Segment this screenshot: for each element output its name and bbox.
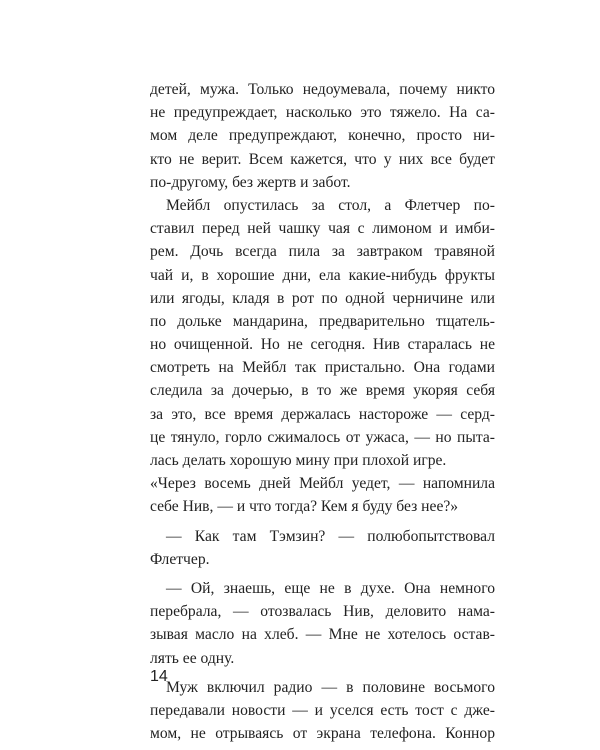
text-line: Муж включил радио — в половине восьмого	[166, 678, 495, 696]
page-number: 14	[150, 668, 168, 685]
text-line: Флетчер.	[150, 550, 210, 568]
text-line: ставил перед ней чашку чая с лимоном и имби-	[150, 220, 495, 238]
text-line: Мейбл опустилась за стол, а Флетчер по-	[166, 196, 495, 214]
text-line: лась делать хорошую мину при плохой игре.	[150, 452, 447, 469]
text-line: за это, все время держалась настороже — серд-	[150, 405, 495, 423]
text-line: или ягоды, кладя в рот по одной черничине или	[150, 289, 495, 307]
text-line: мом деле предупреждают, конечно, просто ни-	[150, 127, 495, 145]
text-line: це тянуло, горло сжималось от ужаса, — но пыта-	[150, 428, 495, 446]
text-line: по дольке мандарина, предварительно тщатель-	[150, 312, 495, 330]
text-line: следила за дочерью, в то же время укоряя себя	[150, 382, 495, 400]
text-line: зывая масло на хлеб. — Мне не хотелось остав-	[150, 626, 495, 644]
text-line: перебрала, — отозвалась Нив, деловито нама-	[150, 603, 495, 621]
text-line: но очищенной. Но не сегодня. Нив старалась не	[150, 336, 495, 354]
text-line: передавали новости — и уселся есть тост с дже-	[150, 701, 495, 719]
text-line: себе Нив, — и что тогда? Кем я буду без нее?»	[150, 498, 459, 516]
text-line: рем. Дочь всегда пила за завтраком травяной	[150, 243, 495, 261]
text-line: смотреть на Мейбл так пристально. Она годами	[150, 359, 495, 377]
text-line: мом, не отрываясь от экрана телефона. Коннор	[150, 725, 495, 743]
text-line: — Как там Тэмзин? — полюбопытствовал	[166, 527, 495, 545]
text-line: кто не верит. Всем кажется, что у них все будет	[150, 150, 495, 168]
text-line: — Ой, знаешь, еще не в духе. Она немного	[166, 579, 495, 597]
text-line: «Через восемь дней Мейбл уедет, — напомнила	[150, 475, 495, 493]
text-line: чай и, в хорошие дни, ела какие-нибудь фрукты	[150, 266, 495, 284]
body-text	[150, 78, 495, 745]
text-line: по-другому, без жертв и забот.	[150, 173, 351, 191]
text-line: детей, мужа. Только недоумевала, почему никто	[150, 81, 495, 98]
text-line: не предупреждает, насколько это тяжело. На са-	[150, 104, 495, 122]
text-line: лять ее одну.	[150, 649, 235, 667]
